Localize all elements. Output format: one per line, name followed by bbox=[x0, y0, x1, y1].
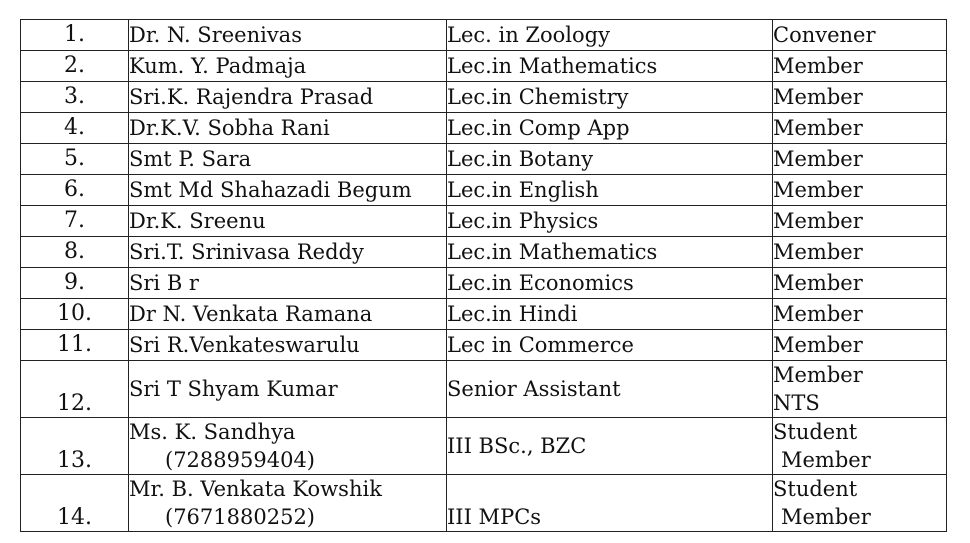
serial-number: 7. bbox=[21, 206, 129, 237]
member-role: Member bbox=[773, 113, 947, 144]
member-department: Lec.in Botany bbox=[447, 144, 773, 175]
phone-number: (7288959404) bbox=[165, 448, 315, 472]
member-role bbox=[773, 475, 947, 532]
member-department: Senior Assistant bbox=[447, 361, 773, 418]
serial-number: 3. bbox=[21, 82, 129, 113]
serial-number: 10. bbox=[21, 299, 129, 330]
role-line: Student bbox=[773, 420, 858, 444]
member-department: Lec.in Mathematics bbox=[447, 51, 773, 82]
member-department: Lec. in Zoology bbox=[447, 20, 773, 51]
table-row bbox=[21, 237, 947, 268]
member-role: Member bbox=[773, 299, 947, 330]
member-department: Lec.in Hindi bbox=[447, 299, 773, 330]
table-row bbox=[21, 206, 947, 237]
member-department: Lec.in English bbox=[447, 175, 773, 206]
table-row bbox=[21, 299, 947, 330]
serial-number: 8. bbox=[21, 237, 129, 268]
table-row bbox=[21, 20, 947, 51]
member-role bbox=[773, 361, 947, 418]
member-role: Member bbox=[773, 206, 947, 237]
serial-number: 11. bbox=[21, 330, 129, 361]
member-name bbox=[129, 418, 447, 475]
member-department: III BSc., BZC bbox=[447, 418, 773, 475]
serial-number: 4. bbox=[21, 113, 129, 144]
name-line: Ms. K. Sandhya bbox=[129, 420, 296, 444]
member-name: Smt P. Sara bbox=[129, 144, 447, 175]
member-name: Dr N. Venkata Ramana bbox=[129, 299, 447, 330]
role-line: NTS bbox=[773, 391, 820, 415]
member-name: Sri B r bbox=[129, 268, 447, 299]
role-line: Student bbox=[773, 477, 858, 501]
member-name: Dr.K. Sreenu bbox=[129, 206, 447, 237]
table-row bbox=[21, 51, 947, 82]
member-name: Smt Md Shahazadi Begum bbox=[129, 175, 447, 206]
member-department: Lec.in Physics bbox=[447, 206, 773, 237]
member-role: Member bbox=[773, 237, 947, 268]
member-department: Lec.in Chemistry bbox=[447, 82, 773, 113]
member-name: Sri.T. Srinivasa Reddy bbox=[129, 237, 447, 268]
serial-number: 2. bbox=[21, 51, 129, 82]
member-role: Member bbox=[773, 82, 947, 113]
member-role: Member bbox=[773, 330, 947, 361]
serial-number: 14. bbox=[21, 475, 129, 532]
member-department: Lec.in Mathematics bbox=[447, 237, 773, 268]
table-row bbox=[21, 82, 947, 113]
serial-number: 5. bbox=[21, 144, 129, 175]
table-row bbox=[21, 268, 947, 299]
role-line: Member bbox=[773, 363, 863, 387]
serial-number: 9. bbox=[21, 268, 129, 299]
table-row bbox=[21, 144, 947, 175]
member-name: Sri T Shyam Kumar bbox=[129, 361, 447, 418]
table-row bbox=[21, 418, 947, 475]
member-role: Member bbox=[773, 268, 947, 299]
table-row bbox=[21, 475, 947, 532]
phone-number: (7671880252) bbox=[165, 505, 315, 529]
member-name: Sri R.Venkateswarulu bbox=[129, 330, 447, 361]
member-name: Kum. Y. Padmaja bbox=[129, 51, 447, 82]
member-name: Dr. N. Sreenivas bbox=[129, 20, 447, 51]
table-row bbox=[21, 113, 947, 144]
role-line: Member bbox=[781, 505, 871, 529]
member-role: Convener bbox=[773, 20, 947, 51]
member-department: Lec.in Economics bbox=[447, 268, 773, 299]
table-row bbox=[21, 361, 947, 418]
member-department: Lec.in Comp App bbox=[447, 113, 773, 144]
serial-number: 12. bbox=[21, 361, 129, 418]
member-name: Dr.K.V. Sobha Rani bbox=[129, 113, 447, 144]
serial-number: 6. bbox=[21, 175, 129, 206]
member-department: Lec in Commerce bbox=[447, 330, 773, 361]
committee-table bbox=[20, 19, 947, 532]
member-department: III MPCs bbox=[447, 475, 773, 532]
member-role: Member bbox=[773, 175, 947, 206]
member-name: Sri.K. Rajendra Prasad bbox=[129, 82, 447, 113]
serial-number: 13. bbox=[21, 418, 129, 475]
table-row bbox=[21, 175, 947, 206]
member-role: Member bbox=[773, 144, 947, 175]
serial-number: 1. bbox=[21, 20, 129, 51]
member-name bbox=[129, 475, 447, 532]
name-line: Mr. B. Venkata Kowshik bbox=[129, 477, 382, 501]
member-role: Member bbox=[773, 51, 947, 82]
member-role bbox=[773, 418, 947, 475]
table-row bbox=[21, 330, 947, 361]
role-line: Member bbox=[781, 448, 871, 472]
